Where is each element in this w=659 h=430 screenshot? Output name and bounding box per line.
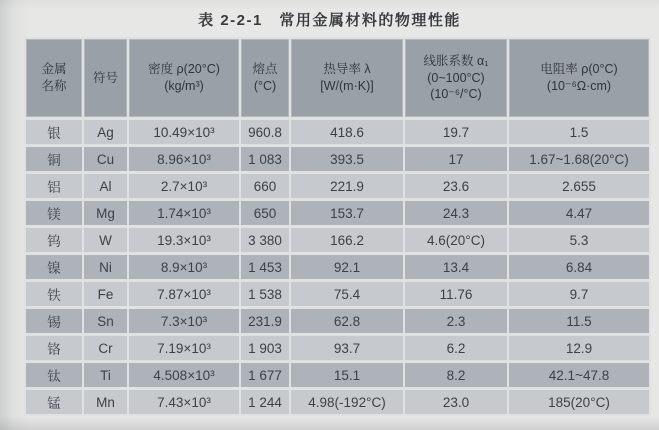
cell-melting-point-row10: 1 677 (241, 363, 289, 387)
cell-metal-name-row9: 铬 (26, 336, 82, 360)
cell-symbol-row4: Mg (84, 201, 127, 225)
cell-melting-point-row8: 231.9 (241, 309, 289, 333)
cell-density-row2: 8.96×10³ (129, 147, 239, 171)
cell-metal-name-row1: 银 (26, 120, 82, 144)
column-header-melting-point: 熔点 (°C) (241, 39, 289, 117)
cell-thermal-conductivity-row10: 15.1 (291, 363, 403, 387)
cell-metal-name-row4: 镁 (26, 201, 82, 225)
cell-thermal-conductivity-row1: 418.6 (291, 120, 403, 144)
cell-expansion-coefficient-row1: 19.7 (405, 120, 507, 144)
cell-symbol-row2: Cu (84, 147, 127, 171)
column-header-metal-name: 金属 名称 (26, 39, 82, 117)
cell-density-row5: 19.3×10³ (129, 228, 239, 252)
cell-expansion-coefficient-row9: 6.2 (405, 336, 507, 360)
column-header-thermal-conductivity: 热导率 λ [W/(m·K)] (291, 39, 403, 117)
cell-melting-point-row9: 1 903 (241, 336, 289, 360)
cell-symbol-row11: Mn (84, 390, 127, 414)
cell-resistivity-row4: 4.47 (509, 201, 649, 225)
cell-symbol-row7: Fe (84, 282, 127, 306)
cell-resistivity-row3: 2.655 (509, 174, 649, 198)
cell-resistivity-row2: 1.67~1.68(20°C) (509, 147, 649, 171)
cell-melting-point-row4: 650 (241, 201, 289, 225)
cell-metal-name-row2: 铜 (26, 147, 82, 171)
cell-metal-name-row5: 钨 (26, 228, 82, 252)
cell-expansion-coefficient-row7: 11.76 (405, 282, 507, 306)
cell-thermal-conductivity-row7: 75.4 (291, 282, 403, 306)
column-header-symbol: 符号 (84, 39, 127, 117)
cell-symbol-row6: Ni (84, 255, 127, 279)
column-header-resistivity: 电阻率 ρ(0°C) (10⁻⁶Ω·cm) (509, 39, 649, 117)
cell-melting-point-row5: 3 380 (241, 228, 289, 252)
cell-resistivity-row5: 5.3 (509, 228, 649, 252)
cell-thermal-conductivity-row8: 62.8 (291, 309, 403, 333)
cell-thermal-conductivity-row3: 221.9 (291, 174, 403, 198)
cell-expansion-coefficient-row11: 23.0 (405, 390, 507, 414)
cell-symbol-row1: Ag (84, 120, 127, 144)
cell-symbol-row9: Cr (84, 336, 127, 360)
cell-thermal-conductivity-row6: 92.1 (291, 255, 403, 279)
cell-melting-point-row3: 660 (241, 174, 289, 198)
cell-symbol-row8: Sn (84, 309, 127, 333)
cell-thermal-conductivity-row4: 153.7 (291, 201, 403, 225)
cell-metal-name-row11: 锰 (26, 390, 82, 414)
cell-melting-point-row2: 1 083 (241, 147, 289, 171)
cell-resistivity-row7: 9.7 (509, 282, 649, 306)
cell-density-row9: 7.19×10³ (129, 336, 239, 360)
cell-density-row7: 7.87×10³ (129, 282, 239, 306)
cell-density-row4: 1.74×10³ (129, 201, 239, 225)
cell-density-row11: 7.43×10³ (129, 390, 239, 414)
cell-expansion-coefficient-row8: 2.3 (405, 309, 507, 333)
cell-resistivity-row1: 1.5 (509, 120, 649, 144)
cell-resistivity-row9: 12.9 (509, 336, 649, 360)
cell-resistivity-row6: 6.84 (509, 255, 649, 279)
cell-metal-name-row7: 铁 (26, 282, 82, 306)
cell-density-row3: 2.7×10³ (129, 174, 239, 198)
cell-expansion-coefficient-row10: 8.2 (405, 363, 507, 387)
cell-expansion-coefficient-row3: 23.6 (405, 174, 507, 198)
column-header-density: 密度 ρ(20°C) (kg/m³) (129, 39, 239, 117)
metal-properties-table (24, 37, 651, 416)
cell-expansion-coefficient-row4: 24.3 (405, 201, 507, 225)
cell-melting-point-row1: 960.8 (241, 120, 289, 144)
cell-symbol-row3: Al (84, 174, 127, 198)
cell-thermal-conductivity-row5: 166.2 (291, 228, 403, 252)
column-header-expansion-coefficient: 线胀系数 α₁ (0~100°C) (10⁻⁶/°C) (405, 39, 507, 117)
cell-metal-name-row10: 钛 (26, 363, 82, 387)
cell-metal-name-row6: 镍 (26, 255, 82, 279)
cell-expansion-coefficient-row5: 4.6(20°C) (405, 228, 507, 252)
cell-expansion-coefficient-row6: 13.4 (405, 255, 507, 279)
cell-density-row1: 10.49×10³ (129, 120, 239, 144)
cell-thermal-conductivity-row11: 4.98(-192°C) (291, 390, 403, 414)
cell-symbol-row10: Ti (84, 363, 127, 387)
cell-expansion-coefficient-row2: 17 (405, 147, 507, 171)
cell-resistivity-row8: 11.5 (509, 309, 649, 333)
cell-symbol-row5: W (84, 228, 127, 252)
cell-density-row6: 8.9×10³ (129, 255, 239, 279)
cell-metal-name-row3: 铝 (26, 174, 82, 198)
cell-density-row8: 7.3×10³ (129, 309, 239, 333)
cell-thermal-conductivity-row2: 393.5 (291, 147, 403, 171)
cell-melting-point-row7: 1 538 (241, 282, 289, 306)
cell-melting-point-row11: 1 244 (241, 390, 289, 414)
cell-metal-name-row8: 锡 (26, 309, 82, 333)
cell-thermal-conductivity-row9: 93.7 (291, 336, 403, 360)
cell-density-row10: 4.508×10³ (129, 363, 239, 387)
cell-resistivity-row10: 42.1~47.8 (509, 363, 649, 387)
cell-resistivity-row11: 185(20°C) (509, 390, 649, 414)
table-title: 表 2-2-1 常用金属材料的物理性能 (198, 12, 461, 29)
cell-melting-point-row6: 1 453 (241, 255, 289, 279)
